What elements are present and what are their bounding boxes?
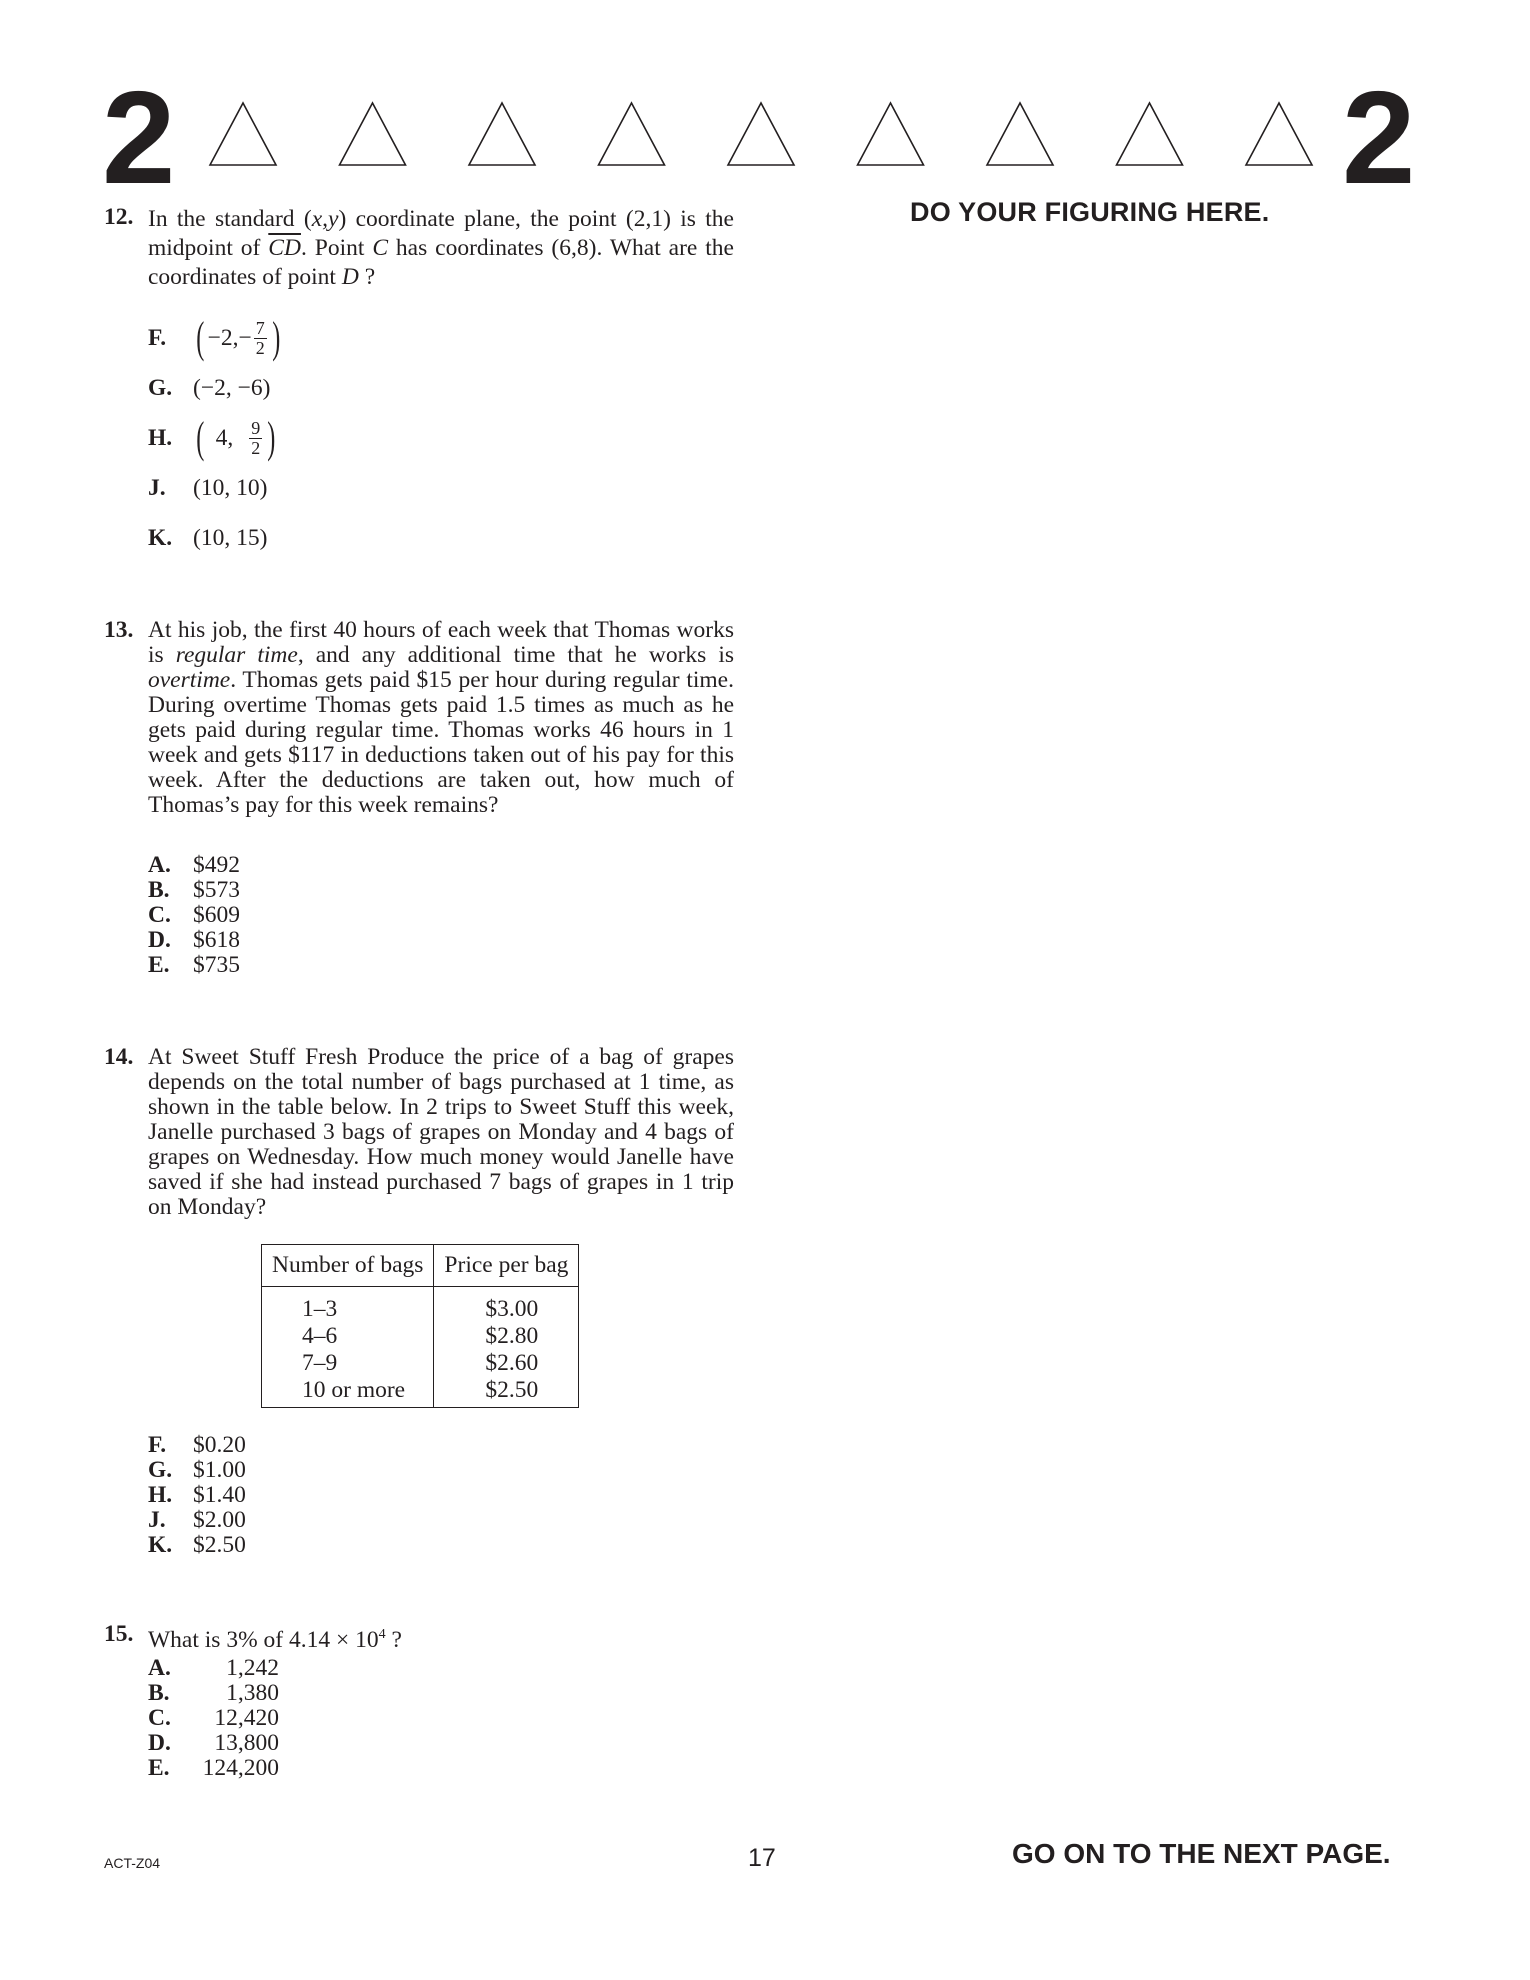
answer-options-12: [148, 313, 283, 563]
table-cell: $3.00: [485, 1296, 539, 1322]
question-14: [104, 1045, 734, 1220]
table-cell: $2.50: [485, 1377, 539, 1403]
triangle-icon: [340, 103, 406, 165]
answer-option-c[interactable]: C. 12,420: [148, 1705, 279, 1731]
price-table: [261, 1244, 579, 1408]
question-stem: What is 3% of $4.14 \times 10^4$ ?: [148, 1626, 402, 1653]
triangle-icon: [987, 103, 1053, 165]
answer-option-k[interactable]: K. (10, 15): [148, 524, 268, 551]
segment-cd: $\overline{CD}$: [268, 235, 301, 261]
question-12: [104, 205, 734, 292]
answer-option-h[interactable]: H. $1.40: [148, 1482, 246, 1508]
table-column-price: [434, 1287, 579, 1408]
answer-options-15: [148, 1656, 279, 1781]
answer-option-e[interactable]: E. 124,200: [148, 1755, 279, 1781]
answer-option-a[interactable]: A. 1,242: [148, 1655, 279, 1681]
section-number-left: 2: [102, 64, 176, 211]
table-cell: 4–6: [302, 1323, 338, 1349]
answer-option-e[interactable]: E. $735: [148, 952, 240, 978]
form-code: ACT-Z04: [104, 1855, 161, 1871]
page-number: 17: [748, 1844, 776, 1872]
answer-options-13: [148, 853, 240, 978]
question-number: 14.: [104, 1044, 134, 1070]
answer-option-f[interactable]: F. $0.20: [148, 1432, 246, 1458]
answer-option-k[interactable]: K. $2.50: [148, 1532, 246, 1558]
question-number: 12.: [104, 204, 134, 230]
answer-option-c[interactable]: C. $609: [148, 902, 240, 928]
triangle-icon: [599, 103, 665, 165]
table-cell: 7–9: [302, 1350, 338, 1376]
answer-option-j[interactable]: J. (10, 10): [148, 474, 268, 501]
question-13: [104, 618, 734, 818]
fraction-9-2: $\frac{9}{2}$: [251, 417, 261, 458]
answer-options-14: [148, 1433, 246, 1558]
answer-option-d[interactable]: D. $618: [148, 927, 240, 953]
triangle-icon: [728, 103, 794, 165]
table-cell: $2.80: [485, 1323, 539, 1349]
answer-option-j[interactable]: J. $2.00: [148, 1507, 246, 1533]
table-cell: 1–3: [302, 1296, 338, 1322]
next-page-instruction: GO ON TO THE NEXT PAGE.: [1012, 1838, 1391, 1869]
question-number: 13.: [104, 617, 134, 643]
section-number-right: 2: [1342, 64, 1416, 211]
answer-option-g[interactable]: G. (−2, −6): [148, 374, 271, 401]
triangle-icon: [210, 103, 276, 165]
answer-option-g[interactable]: G. $1.00: [148, 1457, 246, 1483]
table-header: Price per bag: [434, 1245, 579, 1287]
triangle-icon: [858, 103, 924, 165]
triangle-icon: [1117, 103, 1183, 165]
table-header: Number of bags: [262, 1245, 434, 1287]
answer-option-f[interactable]: F. ( −2,− $\frac{7}{2}$ ): [148, 313, 281, 362]
answer-option-a[interactable]: A. $492: [148, 852, 240, 878]
table-cell: 10 or more: [302, 1377, 406, 1403]
answer-option-b[interactable]: B. 1,380: [148, 1680, 279, 1706]
answer-option-b[interactable]: B. $573: [148, 877, 240, 903]
exponent: 4: [378, 1627, 386, 1642]
question-15: [104, 1622, 734, 1653]
triangle-icon: [469, 103, 535, 165]
table-cell: $2.60: [485, 1350, 539, 1376]
triangle-row: [200, 100, 1320, 170]
fraction-7-2: $\frac{7}{2}$: [255, 317, 265, 358]
triangle-icon: [1246, 103, 1312, 165]
table-column-bags: [262, 1287, 434, 1408]
question-stem: At Sweet Stuff Fresh Produce the price of a bag of grapes depends on the total number of bags purchased at 1 time, as shown in the table below. In 2 trips to Sweet Stuff this week, Janelle purchased 3 bags of grapes on Monday and 4 bags of grapes on Wednesday. How much money would Janelle have saved if she had instead purchased 7 bags of grapes in 1 trip on Monday?: [148, 1044, 734, 1220]
answer-option-d[interactable]: D. 13,800: [148, 1730, 279, 1756]
question-stem: In the standard (x,y) coordinate plane, the point (2,1) is the midpoint of $\overline{CD}$. Point C has coordinates (6,8). What are the coordinates of point D ?: [148, 206, 734, 290]
figuring-label: DO YOUR FIGURING HERE.: [910, 197, 1270, 227]
question-stem: At his job, the first 40 hours of each week that Thomas works is regular time, and any additional time that he works is overtime. Thomas gets paid $15 per hour during regular time. During overtime Thomas gets paid 1.5 times as much as he gets paid during regular time. Thomas works 46 hours in 1 week and gets $117 in deductions taken out of his pay for this week. After the deductions are taken out, how much of Thomas’s pay for this week remains?: [148, 617, 734, 818]
answer-option-h[interactable]: H. ( 4, $\frac{9}{2}$ ): [148, 413, 276, 462]
question-number: 15.: [104, 1621, 134, 1647]
